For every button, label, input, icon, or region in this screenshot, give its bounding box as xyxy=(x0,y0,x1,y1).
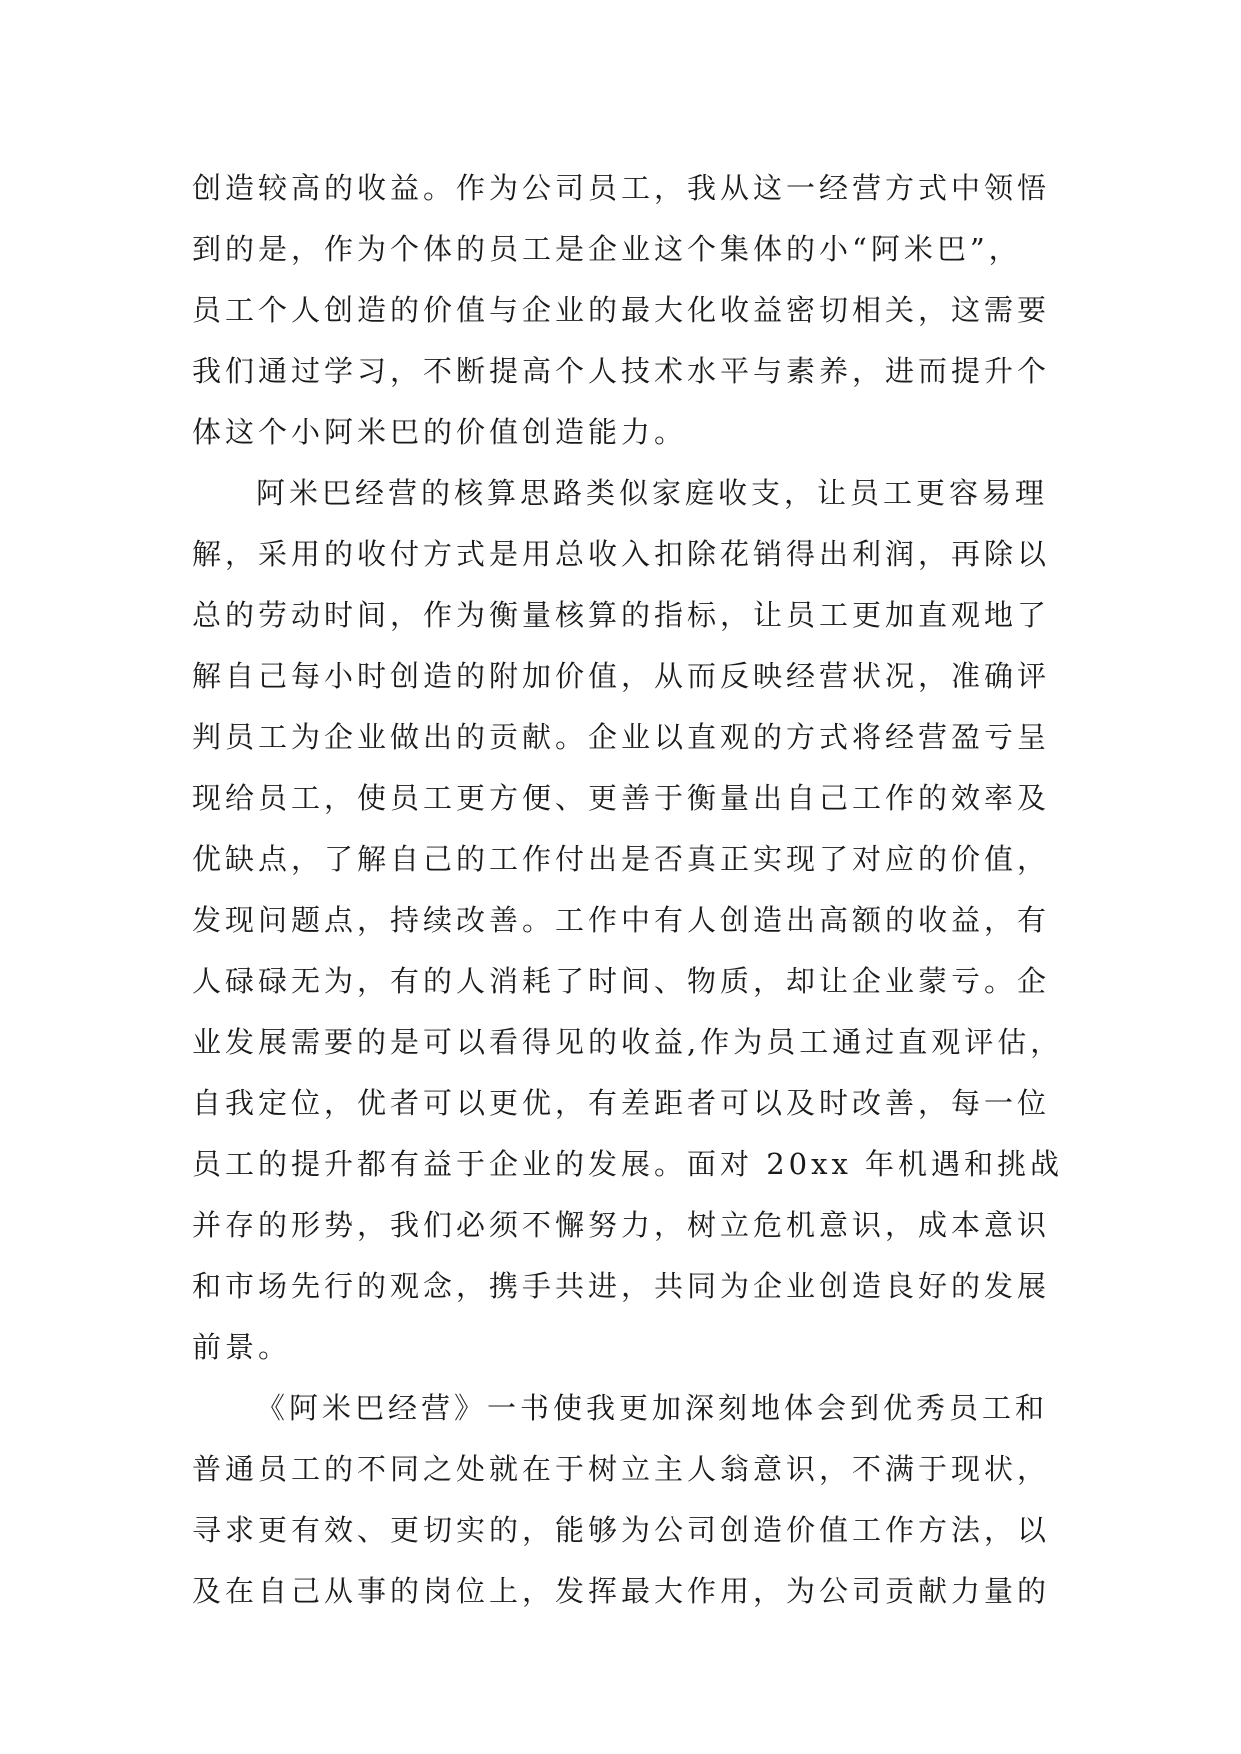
text-line: 寻求更有效、更切实的，能够为公司创造价值工作方法，以 xyxy=(192,1513,1051,1547)
paragraph xyxy=(192,1378,1050,1622)
text-line: 到的是，作为个体的员工是企业这个集体的小“阿米巴”， xyxy=(192,232,1022,266)
text-line: 优缺点，了解自己的工作付出是否真正实现了对应的价值， xyxy=(192,842,1051,876)
text-line: 现给员工，使员工更方便、更善于衡量出自己工作的效率及 xyxy=(192,781,1051,815)
text-line: 自我定位，优者可以更优，有差距者可以及时改善，每一位 xyxy=(192,1086,1051,1120)
paragraph xyxy=(192,158,1050,463)
text-line: 前景。 xyxy=(192,1330,292,1364)
paragraph xyxy=(192,463,1064,1378)
text-line: 发现问题点，持续改善。工作中有人创造出高额的收益，有 xyxy=(192,903,1051,937)
text-line: 人碌碌无为，有的人消耗了时间、物质，却让企业蒙亏。企 xyxy=(192,964,1051,998)
text-line: 员工个人创造的价值与企业的最大化收益密切相关，这需要 xyxy=(192,293,1051,327)
text-line: 普通员工的不同之处就在于树立主人翁意识，不满于现状， xyxy=(192,1452,1051,1486)
text-line: 总的劳动时间，作为衡量核算的指标，让员工更加直观地了 xyxy=(192,598,1051,632)
text-line: 体这个小阿米巴的价值创造能力。 xyxy=(192,415,688,449)
text-line: 员工的提升都有益于企业的发展。面对 20xx 年机遇和挑战 xyxy=(192,1147,1064,1181)
document-body xyxy=(192,158,1064,1622)
text-line: 业发展需要的是可以看得见的收益,作为员工通过直观评估， xyxy=(192,1025,1064,1059)
text-line: 及在自己从事的岗位上，发挥最大作用，为公司贡献力量的 xyxy=(192,1574,1051,1608)
text-line: 《阿米巴经营》一书使我更加深刻地体会到优秀员工和 xyxy=(256,1391,1049,1425)
text-line: 我们通过学习，不断提高个人技术水平与素养，进而提升个 xyxy=(192,354,1051,388)
text-line: 解，采用的收付方式是用总收入扣除花销得出利润，再除以 xyxy=(192,537,1051,571)
text-line: 解自己每小时创造的附加价值，从而反映经营状况，准确评 xyxy=(192,659,1051,693)
text-line: 并存的形势，我们必须不懈努力，树立危机意识，成本意识 xyxy=(192,1208,1051,1242)
text-line: 和市场先行的观念，携手共进，共同为企业创造良好的发展 xyxy=(192,1269,1051,1303)
text-line: 阿米巴经营的核算思路类似家庭收支，让员工更容易理 xyxy=(256,476,1049,510)
text-line: 判员工为企业做出的贡献。企业以直观的方式将经营盈亏呈 xyxy=(192,720,1051,754)
text-line: 创造较高的收益。作为公司员工，我从这一经营方式中领悟 xyxy=(192,171,1051,205)
